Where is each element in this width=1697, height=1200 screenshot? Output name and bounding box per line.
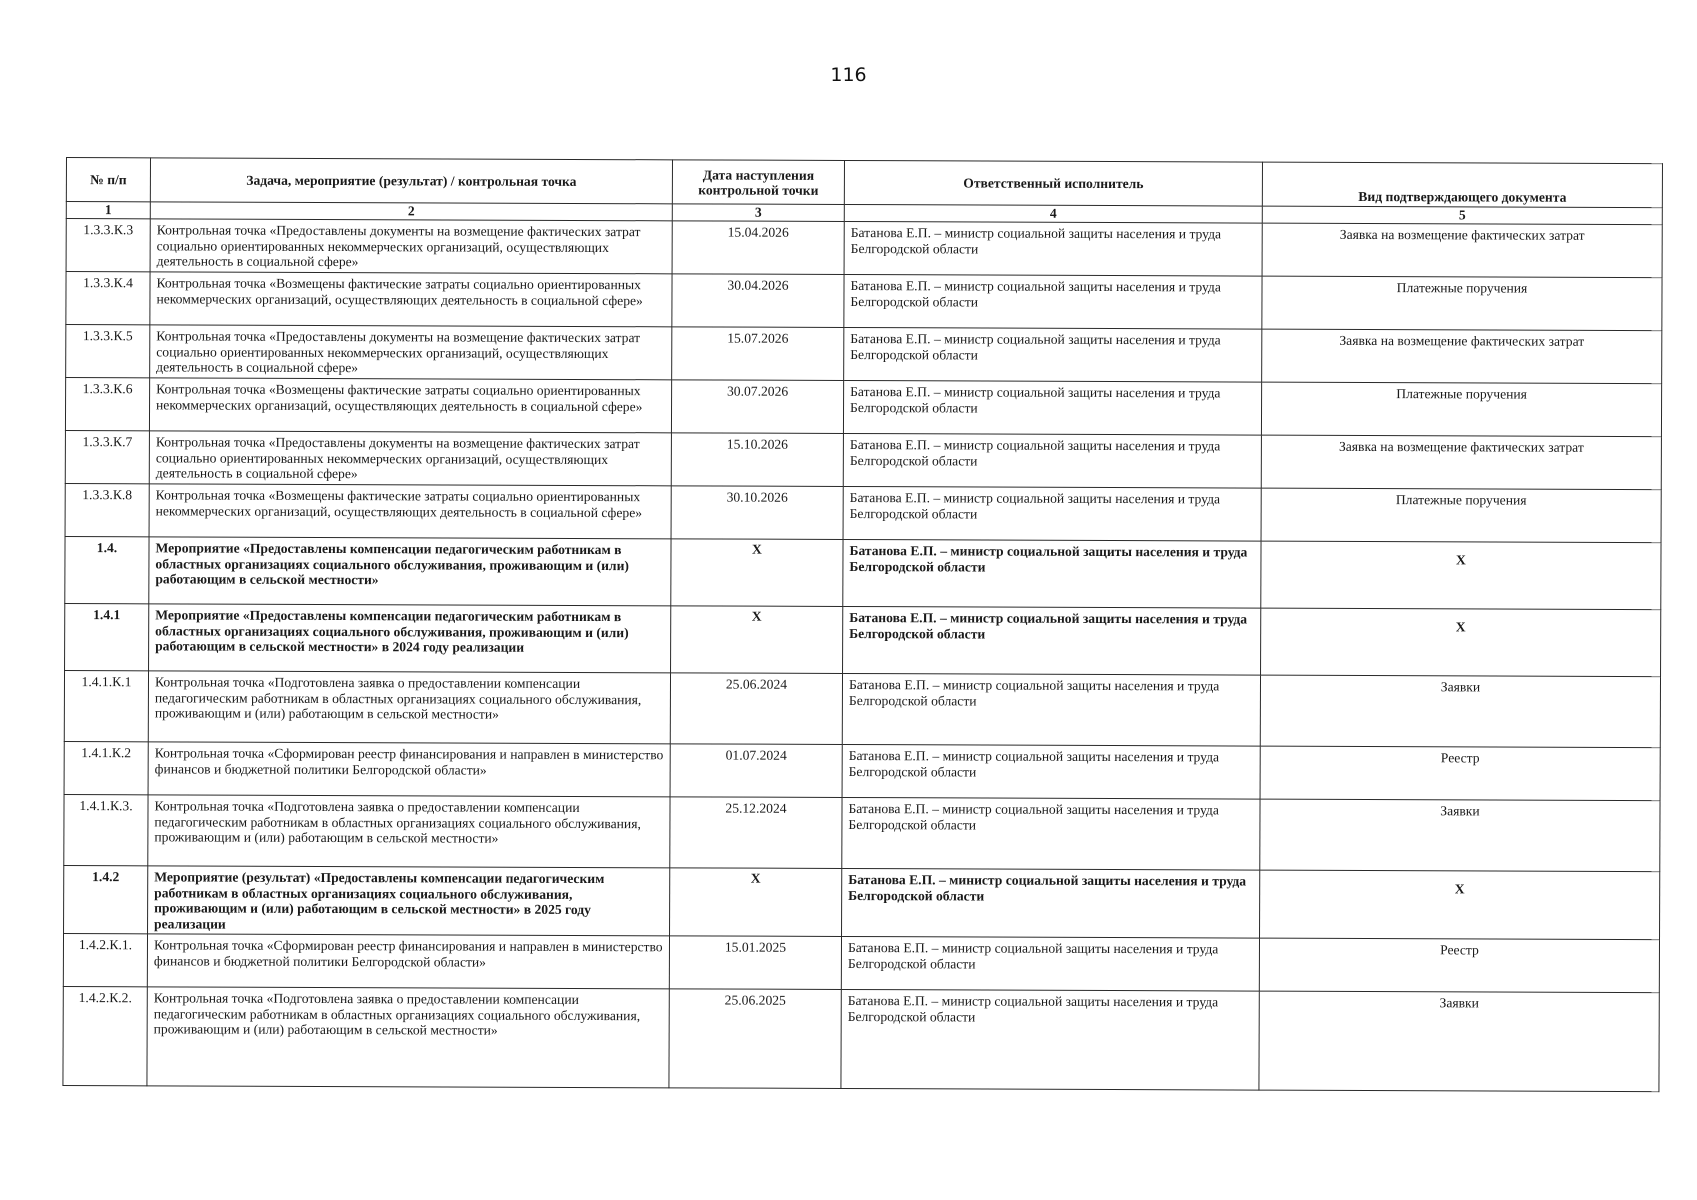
row-task: Контрольная точка «Возмещены фактические затраты социально ориентированных некоммерческих организаций, осуществляющих деятельность в социальной сфере» (149, 378, 671, 433)
row-document: Заявки (1260, 675, 1660, 748)
row-task: Контрольная точка «Предоставлены документы на возмещение фактических затрат социально ориентированных некоммерческих организаций, осуществляющих деятельность в социальной сфере» (149, 431, 671, 486)
row-document: Заявка на возмещение фактических затрат (1262, 329, 1662, 384)
header-number: № п/п (66, 158, 150, 202)
row-number: 1.4.1.К.2 (64, 741, 148, 794)
table-row (64, 794, 1660, 871)
row-document: Платежные поручения (1262, 276, 1662, 331)
row-document: Заявки (1260, 799, 1660, 872)
table-row (65, 536, 1661, 609)
row-task: Мероприятие (результат) «Предоставлены компенсации педагогическим работникам в областных организациях социального обслуживания, проживающим и (или) работающим в сельской местности» в 2025 году реализации (148, 866, 670, 936)
row-document: Х (1261, 608, 1661, 677)
row-responsible: Батанова Е.П. – министр социальной защиты населения и труда Белгородской области (843, 433, 1261, 488)
row-responsible: Батанова Е.П. – министр социальной защиты населения и труда Белгородской области (841, 989, 1259, 1090)
column-number: 2 (150, 202, 672, 221)
row-number: 1.4.2.К.2. (63, 986, 147, 1085)
column-number: 1 (66, 202, 150, 219)
row-task: Контрольная точка «Предоставлены документы на возмещение фактических затрат социально ориентированных некоммерческих организаций, осуществляющих деятельность в социальной сфере» (150, 219, 672, 274)
row-responsible: Батанова Е.П. – министр социальной защиты населения и труда Белгородской области (842, 868, 1260, 938)
row-number: 1.3.3.К.4 (66, 272, 150, 325)
table-row (65, 430, 1661, 489)
plan-table (62, 157, 1663, 1092)
row-number: 1.3.3.К.8 (65, 483, 149, 536)
row-responsible: Батанова Е.П. – министр социальной защиты населения и труда Белгородской области (843, 380, 1261, 435)
row-task: Мероприятие «Предоставлены компенсации педагогическим работникам в областных организациях социального обслуживания, проживающим и (или) работающим в сельской местности» в 2024 году реализации (149, 604, 671, 673)
row-responsible: Батанова Е.П. – министр социальной защиты населения и труда Белгородской области (844, 274, 1262, 329)
row-date: 30.07.2026 (671, 380, 843, 434)
row-number: 1.4.1 (65, 603, 149, 670)
row-task: Контрольная точка «Сформирован реестр финансирования и направлен в министерство финансов и бюджетной политики Белгородской области» (148, 742, 670, 797)
row-responsible: Батанова Е.П. – министр социальной защиты населения и труда Белгородской области (842, 797, 1260, 870)
row-responsible: Батанова Е.П. – министр социальной защиты населения и труда Белгородской области (841, 936, 1259, 991)
row-document: Заявка на возмещение фактических затрат (1261, 435, 1661, 490)
row-task: Контрольная точка «Возмещены фактические затраты социально ориентированных некоммерческих организаций, осуществляющих деятельность в социальной сфере» (150, 272, 672, 327)
row-document: Платежные поручения (1261, 382, 1661, 437)
row-date: Х (671, 606, 843, 674)
table-row (65, 378, 1661, 437)
row-task: Мероприятие «Предоставлены компенсации педагогическим работникам в областных организациях социального обслуживания, проживающим и (или) работающим в сельской местности» (149, 537, 671, 606)
table-row (66, 272, 1662, 331)
row-responsible: Батанова Е.П. – министр социальной защиты населения и труда Белгородской области (844, 327, 1262, 382)
table-body (63, 219, 1662, 1092)
table-row (64, 865, 1660, 939)
row-responsible: Батанова Е.П. – министр социальной защиты населения и труда Белгородской области (843, 539, 1261, 608)
header-row (66, 158, 1662, 208)
row-responsible: Батанова Е.П. – министр социальной защиты населения и труда Белгородской области (842, 673, 1260, 746)
table-row (63, 933, 1659, 992)
row-document: Реестр (1260, 746, 1660, 801)
row-task: Контрольная точка «Подготовлена заявка о предоставлении компенсации педагогическим работникам в областных организациях социального обслуживания, проживающим и (или) работающим в сельской местности» (147, 987, 669, 1088)
row-responsible: Батанова Е.П. – министр социальной защиты населения и труда Белгородской области (843, 606, 1261, 675)
row-date: 25.12.2024 (670, 797, 842, 869)
table-row (65, 603, 1661, 676)
column-number: 3 (672, 204, 844, 222)
column-number: 4 (844, 204, 1262, 223)
row-date: 30.04.2026 (672, 274, 844, 328)
page-number: 116 (830, 64, 867, 86)
row-date: 15.10.2026 (671, 433, 843, 487)
table-row (66, 219, 1662, 278)
table-row (65, 483, 1661, 542)
header-responsible: Ответственный исполнитель (844, 160, 1262, 206)
row-number: 1.4.1.К.1 (64, 670, 148, 741)
header-date: Дата наступления контрольной точки (672, 160, 844, 205)
row-task: Контрольная точка «Подготовлена заявка о предоставлении компенсации педагогическим работникам в областных организациях социального обслуживания, проживающим и (или) работающим в сельской местности» (148, 795, 670, 868)
row-date: Х (671, 539, 843, 607)
table-row (63, 986, 1659, 1091)
row-document: Х (1261, 541, 1661, 610)
row-responsible: Батанова Е.П. – министр социальной защиты населения и труда Белгородской области (842, 744, 1260, 799)
row-number: 1.4.2 (64, 865, 148, 933)
row-responsible: Батанова Е.П. – министр социальной защиты населения и труда Белгородской области (843, 486, 1261, 541)
row-number: 1.4. (65, 536, 149, 603)
row-document: Заявки (1259, 991, 1659, 1092)
row-date: Х (670, 868, 842, 937)
row-number: 1.4.2.К.1. (63, 933, 147, 986)
row-document: Заявка на возмещение фактических затрат (1262, 223, 1662, 278)
row-date: 15.07.2026 (672, 327, 844, 381)
row-document: Х (1260, 870, 1660, 940)
row-task: Контрольная точка «Подготовлена заявка о предоставлении компенсации педагогическим работникам в областных организациях социального обслуживания, проживающим и (или) работающим в сельской местности» (148, 671, 670, 744)
header-document: Вид подтверждающего документа (1262, 162, 1662, 208)
row-task: Контрольная точка «Возмещены фактические затраты социально ориентированных некоммерческих организаций, осуществляющих деятельность в социальной сфере» (149, 484, 671, 539)
row-number: 1.4.1.К.3. (64, 794, 148, 865)
row-document: Платежные поручения (1261, 488, 1661, 543)
row-task: Контрольная точка «Предоставлены документы на возмещение фактических затрат социально ориентированных некоммерческих организаций, осуществляющих деятельность в социальной сфере» (150, 325, 672, 380)
table-row (64, 670, 1660, 747)
row-date: 25.06.2024 (670, 673, 842, 745)
table-row (64, 741, 1660, 800)
row-number: 1.3.3.К.6 (65, 378, 149, 431)
row-task: Контрольная точка «Сформирован реестр финансирования и направлен в министерство финансов и бюджетной политики Белгородской области» (147, 934, 669, 989)
row-number: 1.3.3.К.7 (65, 430, 149, 483)
header-task: Задача, мероприятие (результат) / контрольная точка (150, 158, 672, 204)
table-row (66, 325, 1662, 384)
row-document: Реестр (1259, 938, 1659, 993)
row-date: 15.01.2025 (669, 936, 841, 990)
row-date: 01.07.2024 (670, 744, 842, 798)
column-number: 5 (1262, 206, 1662, 225)
row-date: 15.04.2026 (672, 221, 844, 275)
row-number: 1.3.3.К.3 (66, 219, 150, 272)
row-date: 30.10.2026 (671, 486, 843, 540)
row-number: 1.3.3.К.5 (66, 325, 150, 378)
row-responsible: Батанова Е.П. – министр социальной защиты населения и труда Белгородской области (844, 221, 1262, 276)
row-date: 25.06.2025 (669, 989, 841, 1089)
